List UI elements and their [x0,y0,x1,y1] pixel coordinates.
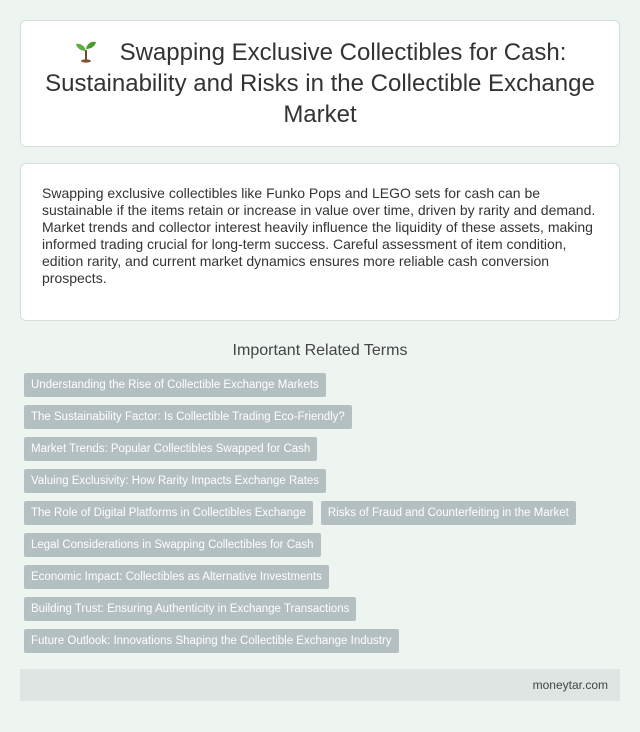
summary-card [20,163,620,321]
tag-row [24,469,624,501]
term-tag[interactable]: Building Trust: Ensuring Authenticity in Exchange Transactions [24,597,356,621]
tag-row [24,597,624,629]
page-title-text: Swapping Exclusive Collectibles for Cash: Sustainability and Risks in the Collectible Exchange Market [45,39,595,128]
term-tag[interactable]: Valuing Exclusivity: How Rarity Impacts Exchange Rates [24,469,326,493]
term-tag[interactable]: Market Trends: Popular Collectibles Swapped for Cash [24,437,317,461]
tag-row [24,437,624,469]
term-tag[interactable]: The Sustainability Factor: Is Collectible Trading Eco-Friendly? [24,405,352,429]
term-tag[interactable]: Legal Considerations in Swapping Collectibles for Cash [24,533,321,557]
tag-row [24,533,624,565]
title-card [20,20,620,147]
tag-row [24,373,624,405]
tag-row [24,565,624,597]
tag-row [24,501,624,533]
tag-row [24,405,624,437]
related-terms-list [24,373,624,661]
footer [20,669,620,701]
sprout-icon [74,39,98,63]
summary-text: Swapping exclusive collectibles like Funko Pops and LEGO sets for cash can be sustainable if the items retain or increase in value over time, driven by rarity and demand. Market trends and collector interest heavily influence the liquidity of these assets, making informed trading crucial for long-term success. Careful assessment of item condition, edition rarity, and current market dynamics ensures more reliable cash conversion prospects. [42,185,596,286]
term-tag[interactable]: Understanding the Rise of Collectible Exchange Markets [24,373,326,397]
tag-row [24,629,624,661]
footer-site-link[interactable]: moneytar.com [532,678,608,692]
term-tag[interactable]: Risks of Fraud and Counterfeiting in the Market [321,501,576,525]
term-tag[interactable]: The Role of Digital Platforms in Collectibles Exchange [24,501,313,525]
term-tag[interactable]: Future Outlook: Innovations Shaping the Collectible Exchange Industry [24,629,399,653]
related-terms-heading: Important Related Terms [232,342,408,359]
term-tag[interactable]: Economic Impact: Collectibles as Alternative Investments [24,565,329,589]
page-title [41,37,599,130]
